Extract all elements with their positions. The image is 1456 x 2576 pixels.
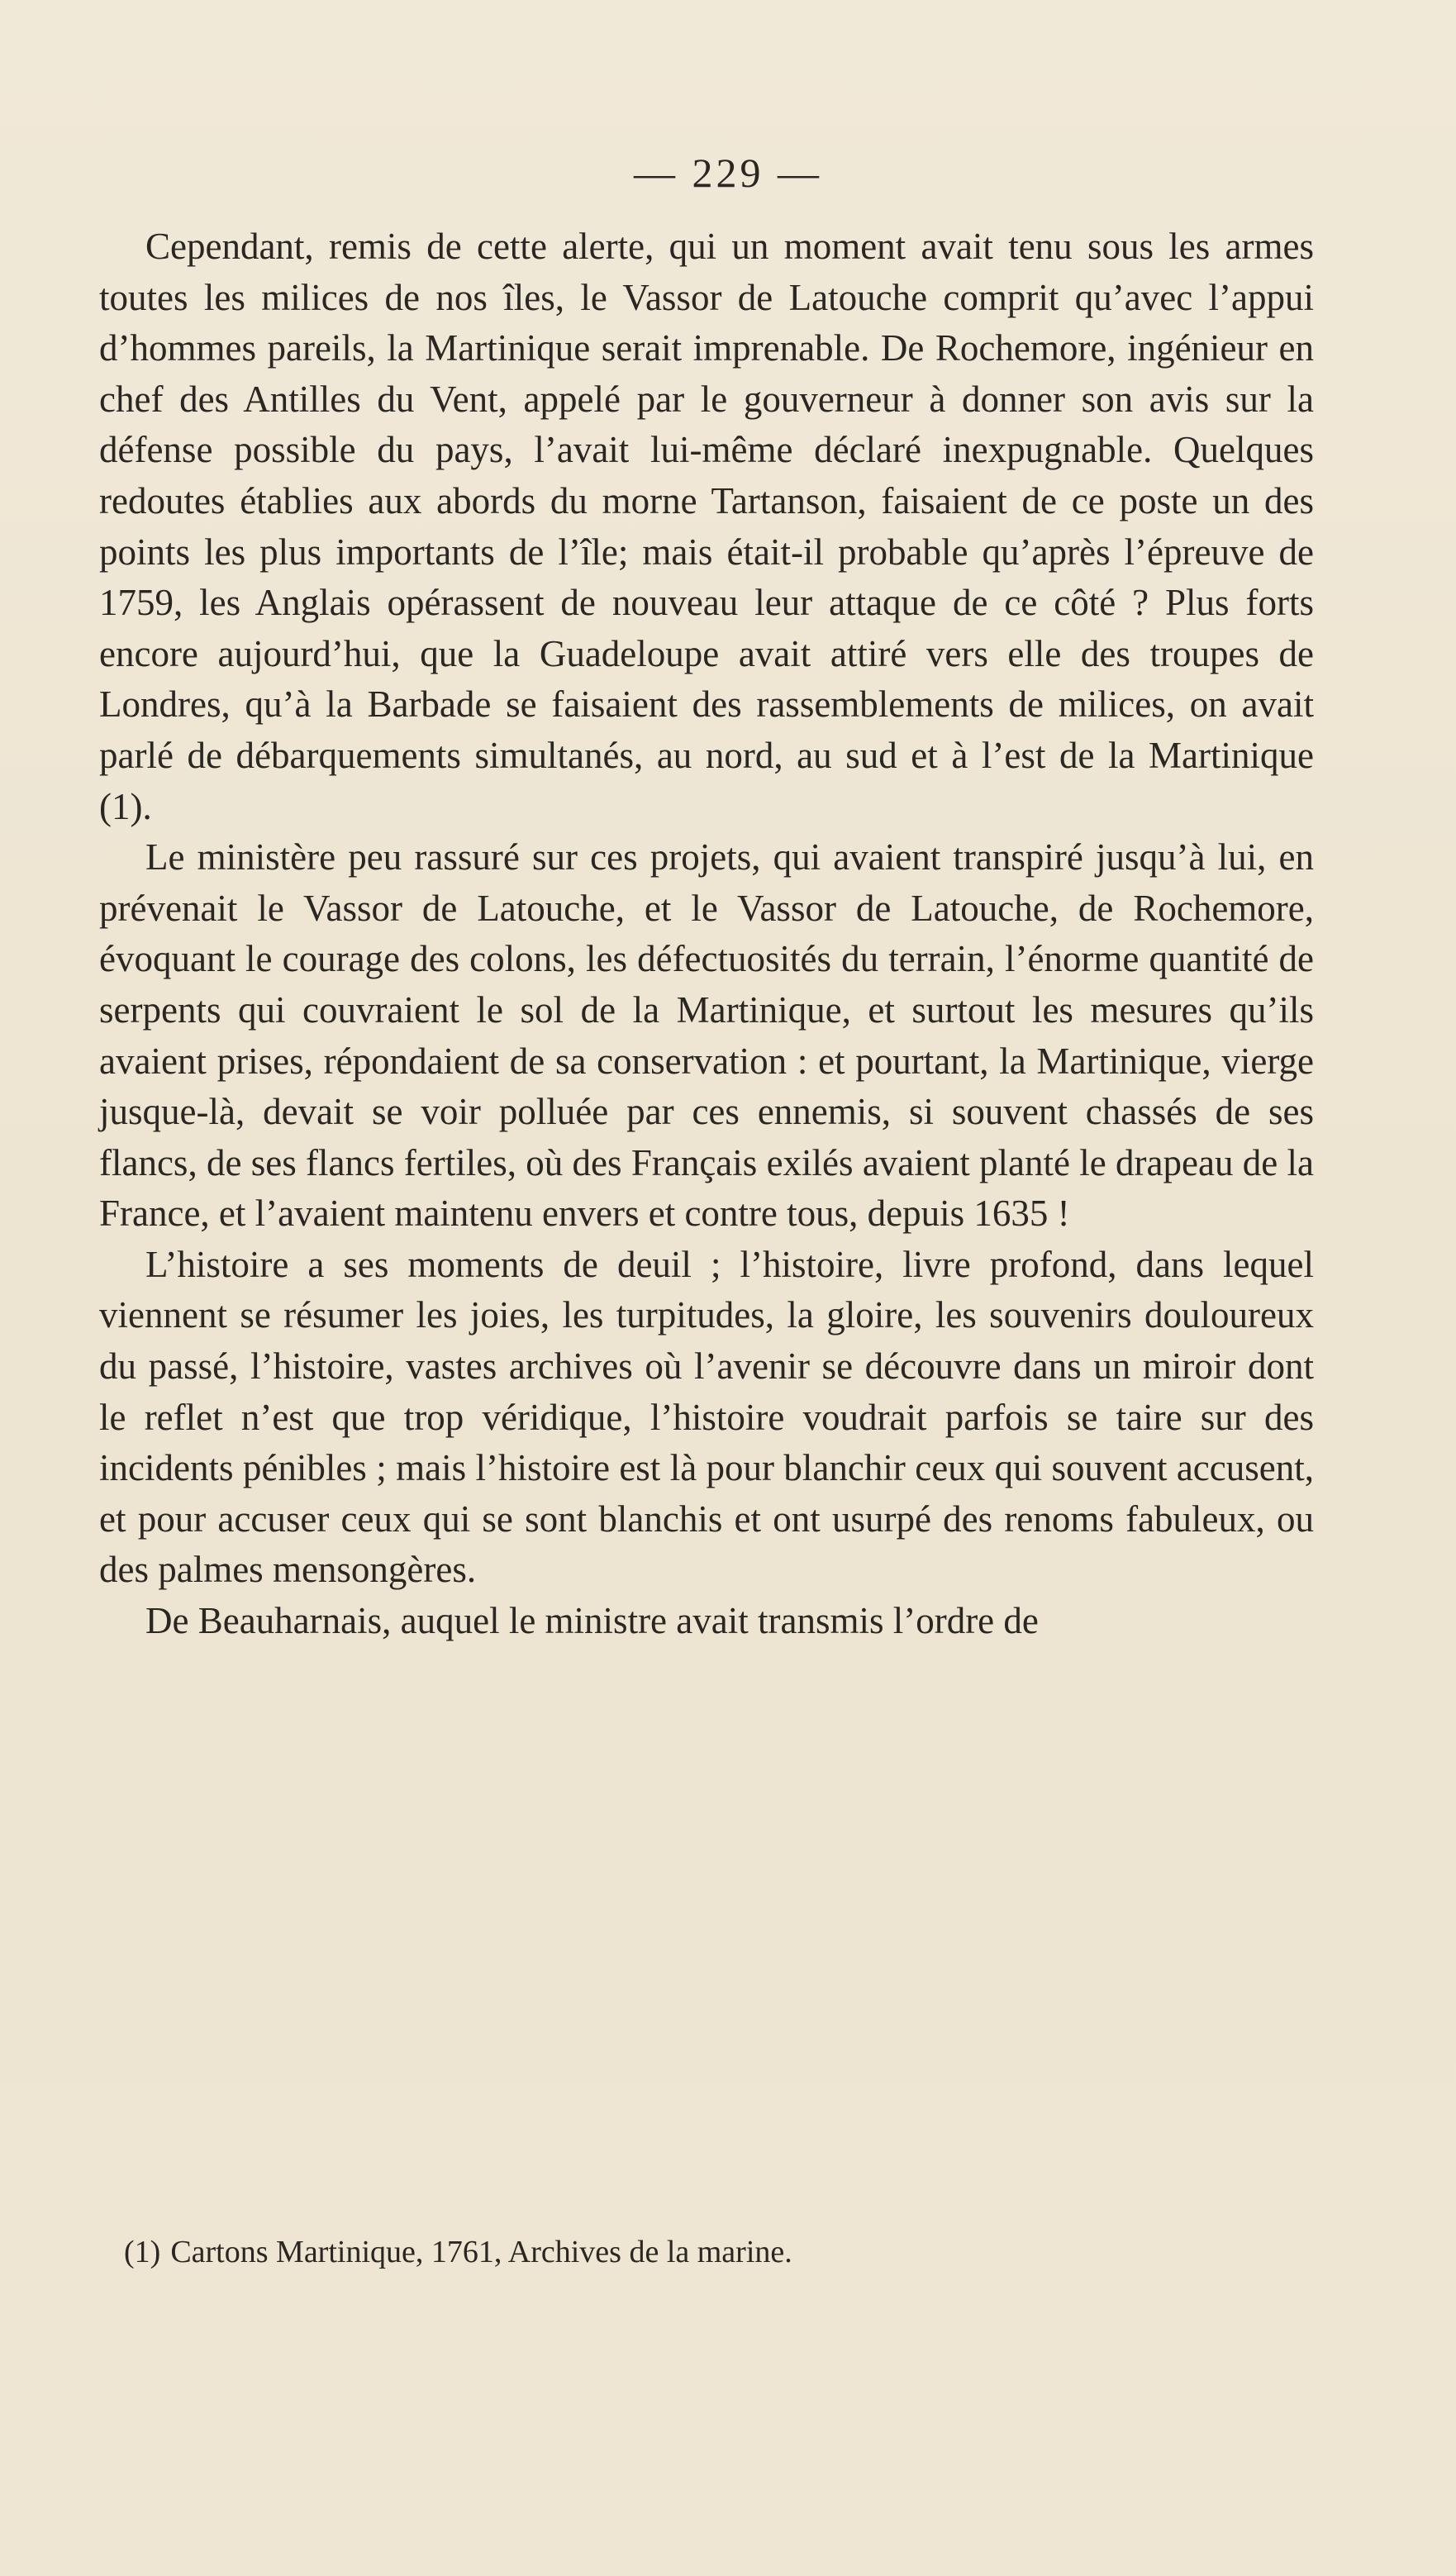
footnote-text: Cartons Martinique, 1761, Archives de la marine.: [170, 2235, 792, 2269]
paragraph: L’histoire a ses moments de deuil ; l’histoire, livre profond, dans lequel viennent se résumer les joies, les turpitudes, la gloire, les souvenirs douloureux du passé, l’histoire, vastes archives où l’avenir se découvre dans un miroir dont le reflet n’est que trop véridique, l’histoire voudrait parfois se taire sur des incidents pénibles ; mais l’histoire est là pour blanchir ceux qui souvent accusent, et pour accuser ceux qui se sont blanchis et ont usurpé des renoms fabuleux, ou des palmes mensongères.: [99, 1243, 1314, 1591]
paragraph: De Beauharnais, auquel le ministre avait transmis l’ordre de: [145, 1600, 1039, 1642]
body-text: [99, 221, 1314, 1647]
paragraph: Cependant, remis de cette alerte, qui un moment avait tenu sous les armes toutes les milices de nos îles, le Vassor de Latouche comprit qu’avec l’appui d’hommes pareils, la Martinique serait imprenable. De Rochemore, ingénieur en chef des Antilles du Vent, appelé par le gouverneur à donner son avis sur la défense possible du pays, l’avait lui-même déclaré inexpugnable. Quelques redoutes établies aux abords du morne Tartanson, faisaient de ce poste un des points les plus importants de l’île; mais était-il probable qu’après l’épreuve de 1759, les Anglais opérassent de nouveau leur attaque de ce côté ? Plus forts encore aujourd’hui, que la Guadeloupe avait attiré vers elle des troupes de Londres, qu’à la Barbade se faisaient des rassemblements de milices, on avait parlé de débarquements simultanés, au nord, au sud et à l’est de la Martinique (1).: [99, 226, 1314, 827]
footnote-mark: (1): [124, 2235, 161, 2269]
paragraph: Le ministère peu rassuré sur ces projets, qui avaient transpiré jusqu’à lui, en prévenait le Vassor de Latouche, et le Vassor de Latouche, de Rochemore, évoquant le courage des colons, les défectuosités du terrain, l’énorme quantité de serpents qui couvraient le sol de la Martinique, et surtout les mesures qu’ils avaient prises, répondaient de sa conservation : et pourtant, la Martinique, vierge jusque-là, devait se voir polluée par ces ennemis, si souvent chassés de ses flancs, de ses flancs fertiles, où des Français exilés avaient planté le drapeau de la France, et l’avaient maintenu envers et contre tous, depuis 1635 !: [99, 836, 1314, 1235]
page-number: — 229 —: [634, 150, 822, 196]
footnote: [124, 2231, 1281, 2273]
